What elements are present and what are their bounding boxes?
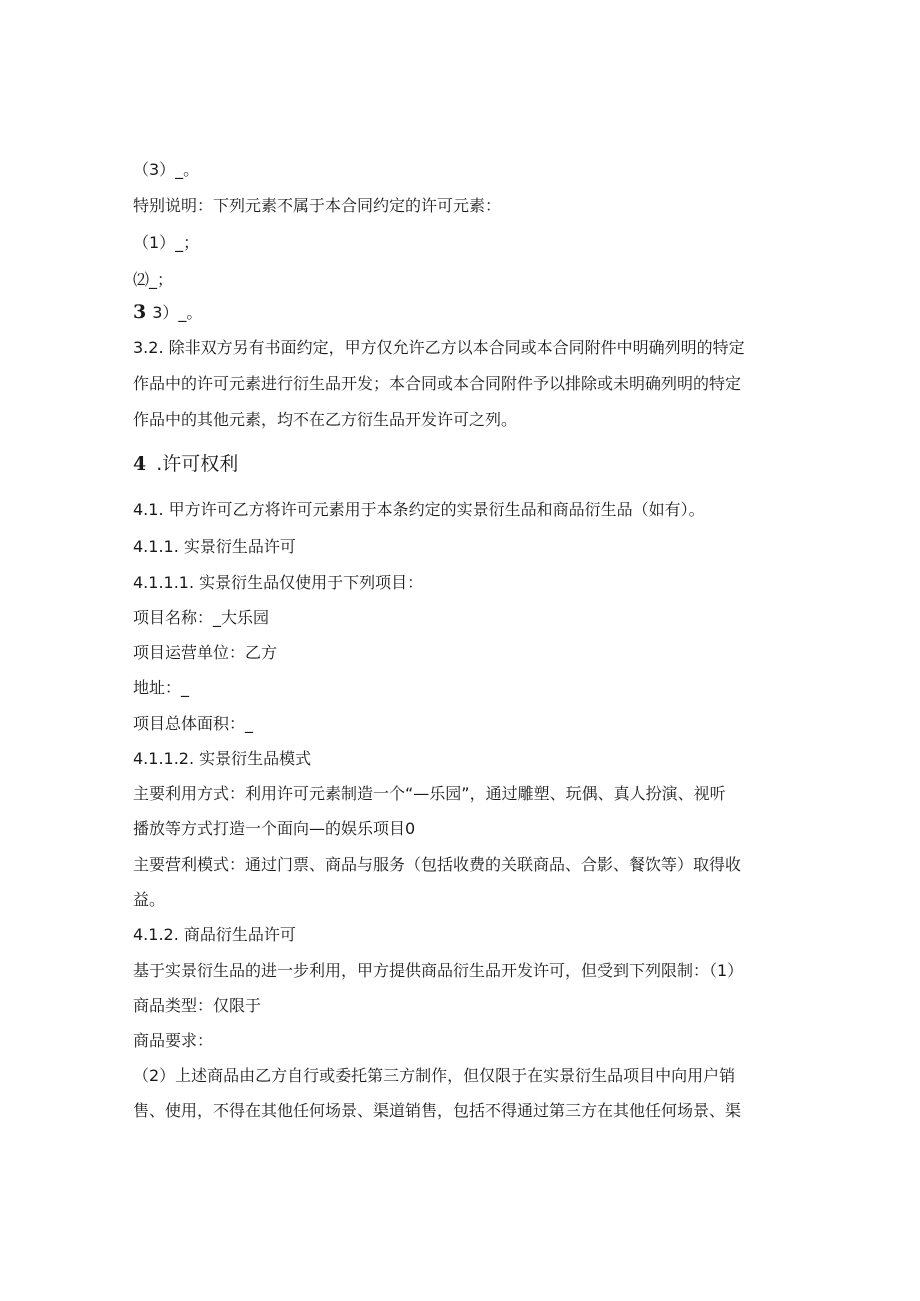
license-basis-line-2: 商品类型：仅限于 (133, 996, 262, 1015)
excluded-item-3-text: 3）_。 (152, 303, 203, 322)
special-note: 特别说明：下列元素不属于本合同约定的许可元素： (133, 196, 502, 215)
project-area: 项目总体面积：_ (133, 714, 254, 733)
clause-3-2-line-1: 3.2. 除非双方另有书面约定，甲方仅允许乙方以本合同或本合同附件中明确列明的特定 (133, 338, 745, 357)
clause-4-1: 4.1. 甲方许可乙方将许可元素用于本条约定的实景衍生品和商品衍生品（如有）。 (133, 500, 705, 519)
clause-4-1-2: 4.1.2. 商品衍生品许可 (133, 925, 296, 944)
clause-3-2-line-3: 作品中的其他元素，均不在乙方衍生品开发许可之列。 (133, 410, 518, 429)
clause-4-1-1-1: 4.1.1.1. 实景衍生品仅使用于下列项目： (133, 573, 424, 592)
project-name: 项目名称：_大乐园 (133, 608, 270, 627)
clause-4-1-1-2: 4.1.1.2. 实景衍生品模式 (133, 749, 312, 768)
clause-4-1-1: 4.1.1. 实景衍生品许可 (133, 537, 296, 556)
section-heading-4 (133, 452, 238, 476)
profit-mode-line-1: 主要营利模式：通过门票、商品与服务（包括收费的关联商品、合影、餐饮等）取得收 (133, 855, 742, 874)
excluded-item-1: （1）_； (133, 233, 200, 252)
license-basis-line-1: 基于实景衍生品的进一步利用，甲方提供商品衍生品开发许可，但受到下列限制：（1） (133, 961, 744, 980)
list-item-3: （3）_。 (133, 160, 200, 179)
restriction-2-line-2: 售、使用，不得在其他任何场景、渠道销售，包括不得通过第三方在其他任何场景、渠 (133, 1101, 742, 1120)
clause-3-2-line-2: 作品中的许可元素进行衍生品开发；本合同或本合同附件予以排除或未明确列明的特定 (133, 374, 742, 393)
project-operator: 项目运营单位：乙方 (133, 643, 278, 662)
section-title: .许可权利 (156, 453, 239, 475)
usage-mode-line-1: 主要利用方式：利用许可元素制造一个“—乐园”，通过雕塑、玩偶、真人扮演、视听 (133, 784, 726, 803)
excluded-item-3-number: 3 (133, 301, 147, 323)
product-requirements: 商品要求： (133, 1031, 214, 1050)
excluded-item-3 (133, 302, 202, 323)
project-address: 地址：_ (133, 678, 190, 697)
restriction-2-line-1: （2）上述商品由乙方自行或委托第三方制作，但仅限于在实景衍生品项目中向用户销 (133, 1066, 736, 1085)
section-number: 4 (133, 453, 147, 475)
usage-mode-line-2: 播放等方式打造一个面向—的娱乐项目0 (133, 819, 416, 838)
profit-mode-line-2: 益。 (133, 890, 166, 909)
excluded-item-2: ⑵_； (133, 270, 174, 289)
